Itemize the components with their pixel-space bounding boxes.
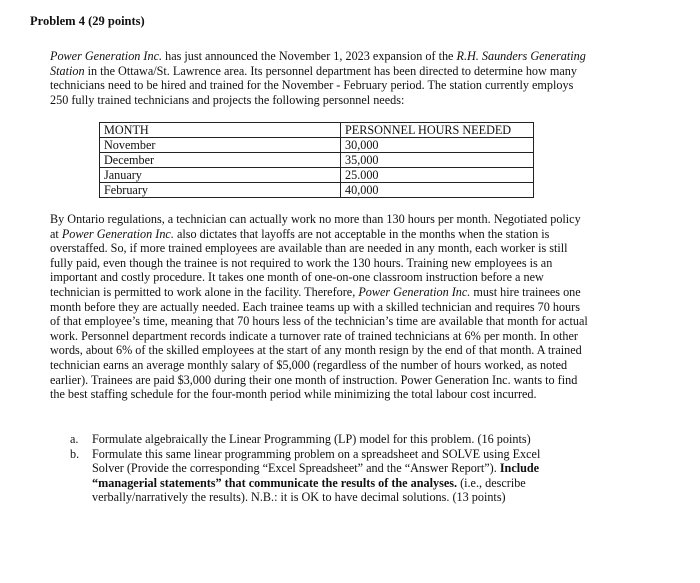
company-name: Power Generation Inc. (61, 226, 174, 241)
personnel-hours-table (99, 122, 534, 198)
task-text-bold: Include “managerial statements” that communicate the results of the analyses. (92, 461, 540, 490)
table-row (100, 168, 534, 183)
task-text: (i.e., describe verbally/narratively the results). N.B.: it is OK to have decimal solutions. (13 points) (92, 475, 526, 505)
month-cell: February (100, 183, 341, 198)
problem-title: Problem 4 (29 points) (30, 14, 145, 28)
header-hours: PERSONNEL HOURS NEEDED (341, 123, 534, 138)
hours-cell: 25.000 (341, 168, 534, 183)
task-text: Formulate algebraically the Linear Programming (LP) model for this problem. (16 points) (92, 432, 531, 446)
company-name: Power Generation Inc. (358, 284, 471, 299)
month-cell: January (100, 168, 341, 183)
task-marker: b. (70, 446, 80, 461)
header-month: MONTH (100, 123, 341, 138)
body-text-1: By Ontario regulations, a technician can actually work no more than 130 hours per month. Negotiated policy at (50, 212, 581, 241)
task-item-a (70, 432, 570, 447)
table-row (100, 138, 534, 153)
station-name: R.H. Saunders Generating Station (50, 49, 586, 78)
body-paragraph (50, 212, 590, 402)
month-cell: November (100, 138, 341, 153)
intro-text-1: has just announced the November 1, 2023 expansion of the (162, 49, 457, 63)
task-text: Formulate this same linear programming problem on a spreadsheet and SOLVE using Excel Solver (Provide the corresponding “Excel Spreadsheet” and the “Answer Report”). (92, 446, 541, 476)
hours-cell: 40,000 (341, 183, 534, 198)
intro-paragraph (50, 49, 590, 107)
task-list (70, 432, 570, 505)
month-cell: December (100, 153, 341, 168)
intro-text-2: in the Ottawa/St. Lawrence area. Its personnel department has been directed to determine how many technicians need to be hired and trained for the November - February period. The station currently employs 250 fully trained technicians and projects the following personnel needs: (50, 63, 577, 107)
hours-cell: 35,000 (341, 153, 534, 168)
body-text-3: must hire trainees one month before they are actually needed. Each trainee teams up with a skilled technician and requires 70 hours of that employee’s time, meaning that 70 hours less of the technician’s time are available that month for actual work. Personnel department records indicate a turnover rate of trained technicians at 6% per month. In other words, about 6% of the skilled employees at the start of any month resign by the end of that month. A trained technician earns an average monthly salary of $5,000 (regardless of the number of hours worked, as noted earlier). Trainees are paid $3,000 during their one month of instruction. Power Generation Inc. wants to find the best staffing schedule for the four-month period while minimizing the total labour cost incurred. (50, 284, 588, 402)
table-row (100, 183, 534, 198)
task-marker: a. (70, 432, 79, 446)
company-name: Power Generation Inc. (50, 49, 163, 63)
table-row (100, 153, 534, 168)
table-header-row (100, 123, 534, 138)
body-text-2: also dictates that layoffs are not acceptable in the months when the station is overstaffed. So, if more trained employees are available than are needed in any month, each worker is still fully paid, even though the trainee is not required to work the 130 hours. Training new employees is an important and costly procedure. It takes one month of one-on-one classroom instruction before a new technician is permitted to work alone in the facility. Therefore, (50, 226, 568, 299)
task-item-b (70, 447, 570, 505)
hours-cell: 30,000 (341, 138, 534, 153)
